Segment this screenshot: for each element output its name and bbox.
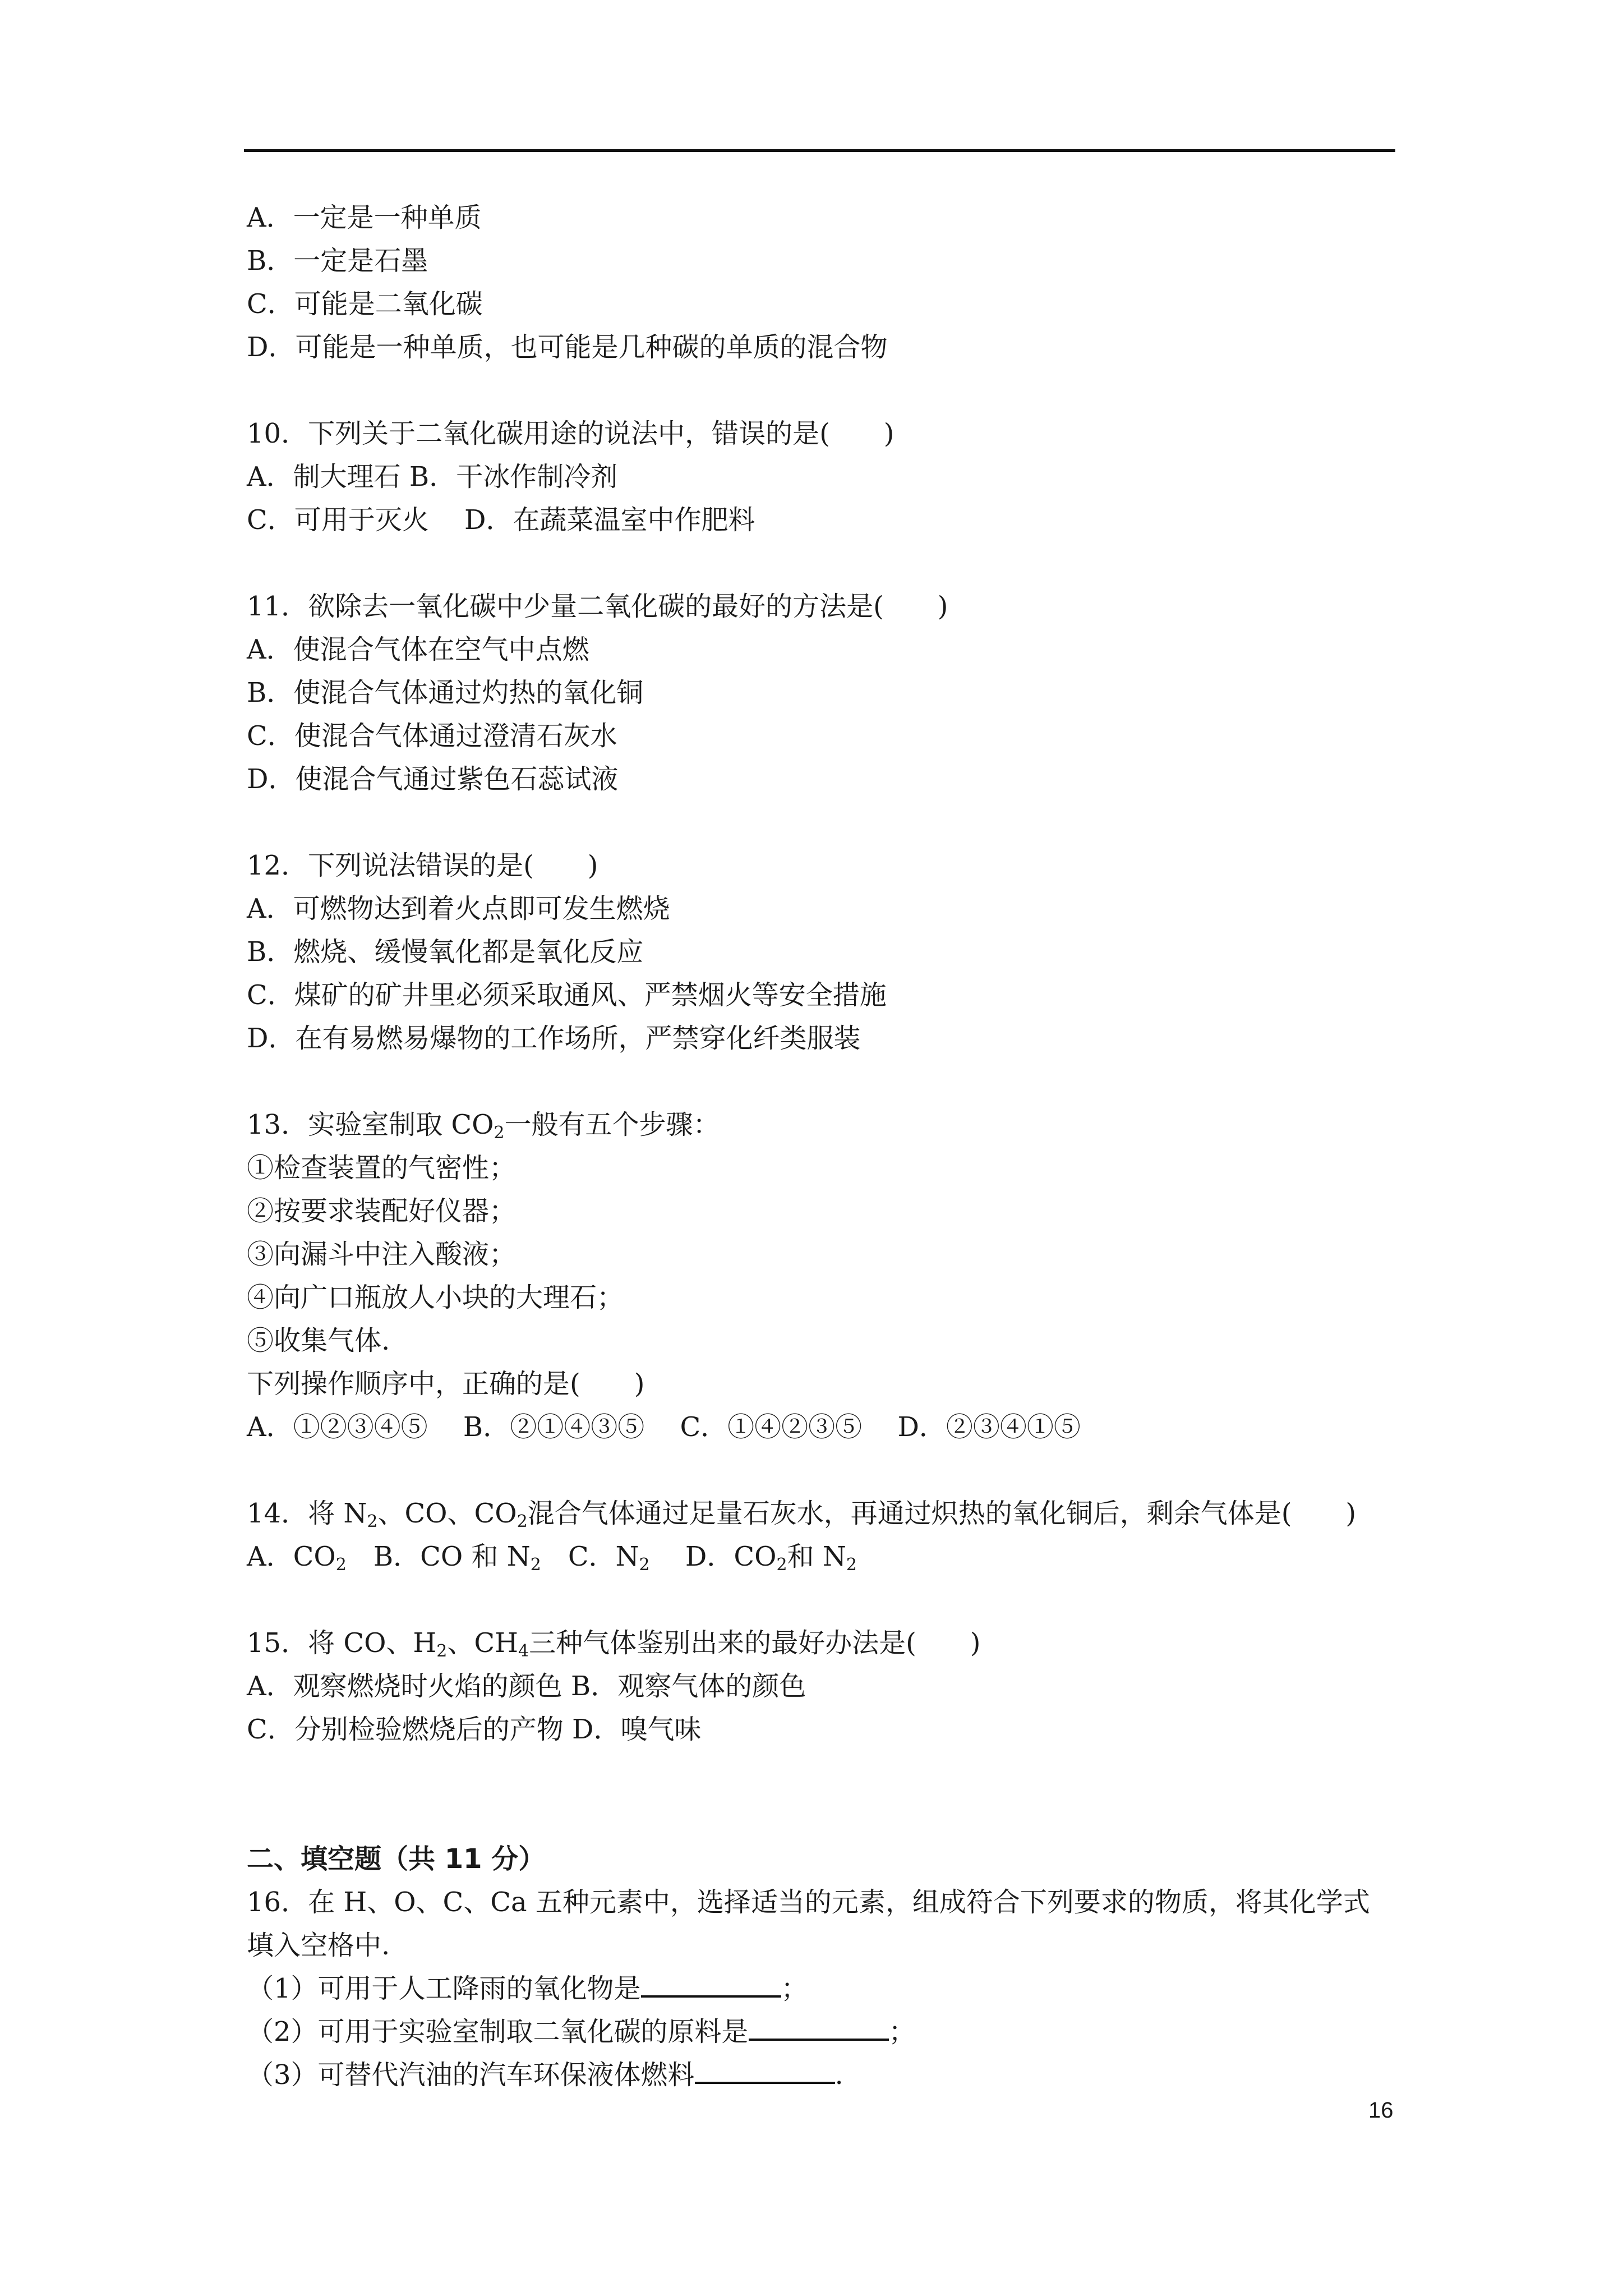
q9-option-a: A．一定是一种单质 [247,202,482,233]
q15-options-2: C．分别检验燃烧后的产物 D．嗅气味 [247,1714,702,1745]
q13-step-3: ③向漏斗中注入酸液； [247,1239,517,1270]
q11-stem: 11．欲除去一氧化碳中少量二氧化碳的最好的方法是( ) [247,591,948,622]
q12-stem: 12．下列说法错误的是( ) [247,850,598,881]
q16-item-2: （2）可用于实验室制取二氧化碳的原料是 ； [247,2010,1402,2054]
header-rule [244,149,1395,152]
q13-step-1: ①检查装置的气密性； [247,1152,517,1184]
q15-options-1: A．观察燃烧时火焰的颜色 B．观察气体的颜色 [247,1671,806,1702]
q14-stem: 14．将 $N_2$、CO、$CO_2$混合气体通过足量石灰水，再通过炽热的氧化铜后，剩余气体是( ) [247,1498,1357,1531]
q9-option-d: D．可能是一种单质，也可能是几种碳的单质的混合物 [247,332,888,363]
answer-blank-2[interactable] [749,2014,889,2041]
q11-option-b: B．使混合气体通过灼热的氧化铜 [247,677,644,708]
q9-option-b: B．一定是石墨 [247,245,428,277]
answer-blank-1[interactable] [641,1971,781,1998]
document-body [247,196,1402,2097]
q13-ask: 下列操作顺序中，正确的是( ) [247,1368,645,1400]
q14-options: A．$CO_2$ B．CO 和 $N_2$ C．$N_2$ D．$CO_2$和 $N_2$ [247,1541,857,1575]
q10-options-2: C．可用于灭火 D．在蔬菜温室中作肥料 [247,504,755,536]
q10-stem: 10．下列关于二氧化碳用途的说法中，错误的是( ) [247,418,895,449]
q13-options: A．①②③④⑤ B．②①④③⑤ C．①④②③⑤ D．②③④①⑤ [247,1411,1081,1443]
q12-option-b: B．燃烧、缓慢氧化都是氧化反应 [247,936,644,968]
page-number: 16 [1368,2098,1394,2123]
q15-stem: 15．将 CO、$H_2$、$CH_4$三种气体鉴别出来的最好办法是( ) [247,1627,981,1661]
q16-item-1: （1）可用于人工降雨的氧化物是 ； [247,1967,1402,2010]
q13-step-2: ②按要求装配好仪器； [247,1195,517,1227]
q9-option-c: C．可能是二氧化碳 [247,288,483,320]
q13-step-5: ⑤收集气体. [247,1325,390,1356]
q13-step-4: ④向广口瓶放人小块的大理石； [247,1282,624,1313]
q12-option-a: A．可燃物达到着火点即可发生燃烧 [247,893,670,924]
answer-blank-3[interactable] [695,2057,835,2084]
q10-options-1: A．制大理石 B．干冰作制冷剂 [247,461,618,493]
q11-option-d: D．使混合气通过紫色石蕊试液 [247,763,619,795]
q16-item-3: （3）可替代汽油的汽车环保液体燃料 . [247,2054,1402,2097]
q13-stem: 13．实验室制取 $CO_2$一般有五个步骤： [247,1109,720,1143]
section-title-fill-in: 二、填空题（共 11 分） [247,1843,546,1875]
q11-option-a: A．使混合气体在空气中点燃 [247,634,589,665]
q12-option-d: D．在有易燃易爆物的工作场所，严禁穿化纤类服装 [247,1023,861,1054]
q16-stem-2: 填入空格中. [247,1930,390,1961]
q11-option-c: C．使混合气体通过澄清石灰水 [247,720,617,752]
q16-stem-1: 16．在 H、O、C、Ca 五种元素中，选择适当的元素，组成符合下列要求的物质，将其化学式 [247,1887,1370,1918]
q12-option-c: C．煤矿的矿井里必须采取通风、严禁烟火等安全措施 [247,979,887,1011]
